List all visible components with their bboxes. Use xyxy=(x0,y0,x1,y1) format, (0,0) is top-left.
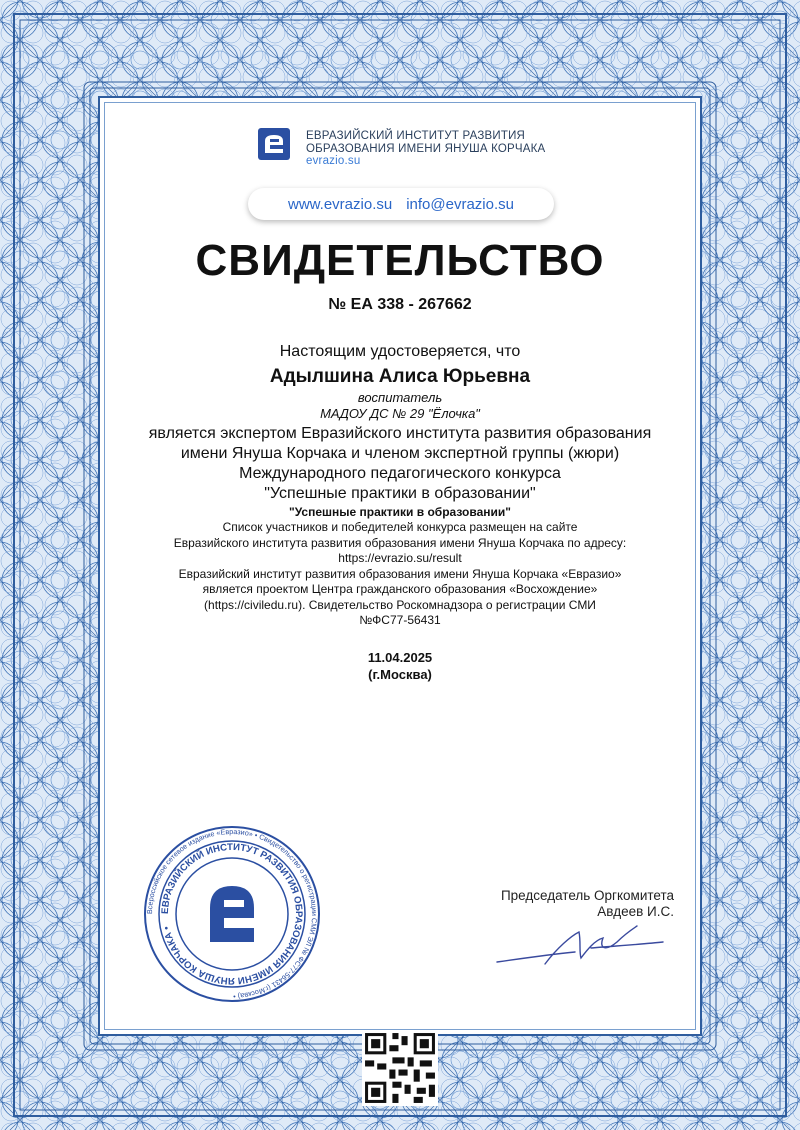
header-logo xyxy=(258,128,558,166)
results-link[interactable]: https://evrazio.su/result xyxy=(338,551,462,565)
org-name-line1: ЕВРАЗИЙСКИЙ ИНСТИТУТ РАЗВИТИЯ xyxy=(306,130,526,142)
issue-date: 11.04.2025 xyxy=(367,650,433,665)
email-link[interactable]: info@evrazio.su xyxy=(406,195,514,213)
info-line: Список участников и победителей конкурса размещен на сайте xyxy=(222,520,578,534)
info-line: является проектом Центра гражданского образования «Восхождение» xyxy=(202,582,598,596)
contacts-bar xyxy=(248,188,554,220)
qr-code-icon[interactable] xyxy=(362,1030,438,1106)
evrazio-logo-icon xyxy=(258,128,290,160)
handwritten-signature-icon xyxy=(495,918,665,974)
recipient-institution: МАДОУ ДС № 29 "Ёлочка" xyxy=(320,406,480,421)
body-line: является экспертом Евразийского института развития образования xyxy=(148,425,652,442)
seal-outer-text: Всероссийское сетевое издание «Евразио» • Свидетельство о регистрации СМИ ЭЛ № ФС77-56431 (г.Москва) • xyxy=(144,826,320,1001)
signer-role: Председатель Оргкомитета xyxy=(500,888,674,903)
recipient-position: воспитатель xyxy=(357,390,443,405)
org-site: evrazio.su xyxy=(306,155,361,167)
body-line: Международного педагогического конкурса xyxy=(239,465,561,482)
info-line: Евразийский институт развития образования имени Януша Корчака «Евразио» xyxy=(178,566,622,581)
body-line: имени Януша Корчака и членом экспертной группы (жюри) xyxy=(180,445,620,462)
intro-text: Настоящим удостоверяется, что xyxy=(279,343,521,360)
recipient-name: Адылшина Алиса Юрьевна xyxy=(269,366,531,387)
official-seal-icon xyxy=(144,826,320,1002)
website-link[interactable]: www.evrazio.su xyxy=(288,195,393,213)
nomination: "Успешные практики в образовании" xyxy=(289,505,511,519)
signer-name: Авдеев И.С. xyxy=(597,904,674,919)
certificate-number: № ЕА 338 - 267662 xyxy=(328,296,472,313)
issue-place: (г.Москва) xyxy=(368,667,432,682)
info-line: Евразийского института развития образования имени Януша Корчака по адресу: xyxy=(173,535,627,550)
seal-inner-text: ЕВРАЗИЙСКИЙ ИНСТИТУТ РАЗВИТИЯ ОБРАЗОВАНИЯ ИМЕНИ ЯНУША КОРЧАКА • xyxy=(159,841,305,987)
body-text xyxy=(120,424,680,504)
org-name xyxy=(306,130,545,168)
signature-block xyxy=(454,888,674,920)
body-line: "Успешные практики в образовании" xyxy=(264,485,536,502)
info-line: (https://civiledu.ru). Свидетельство Роскомнадзора о регистрации СМИ xyxy=(204,597,596,612)
org-name-line2: ОБРАЗОВАНИЯ ИМЕНИ ЯНУША КОРЧАКА xyxy=(306,142,546,155)
info-line: №ФС77-56431 xyxy=(359,613,441,627)
info-text xyxy=(120,520,680,629)
certificate-title: СВИДЕТЕЛЬСТВО xyxy=(195,236,605,285)
